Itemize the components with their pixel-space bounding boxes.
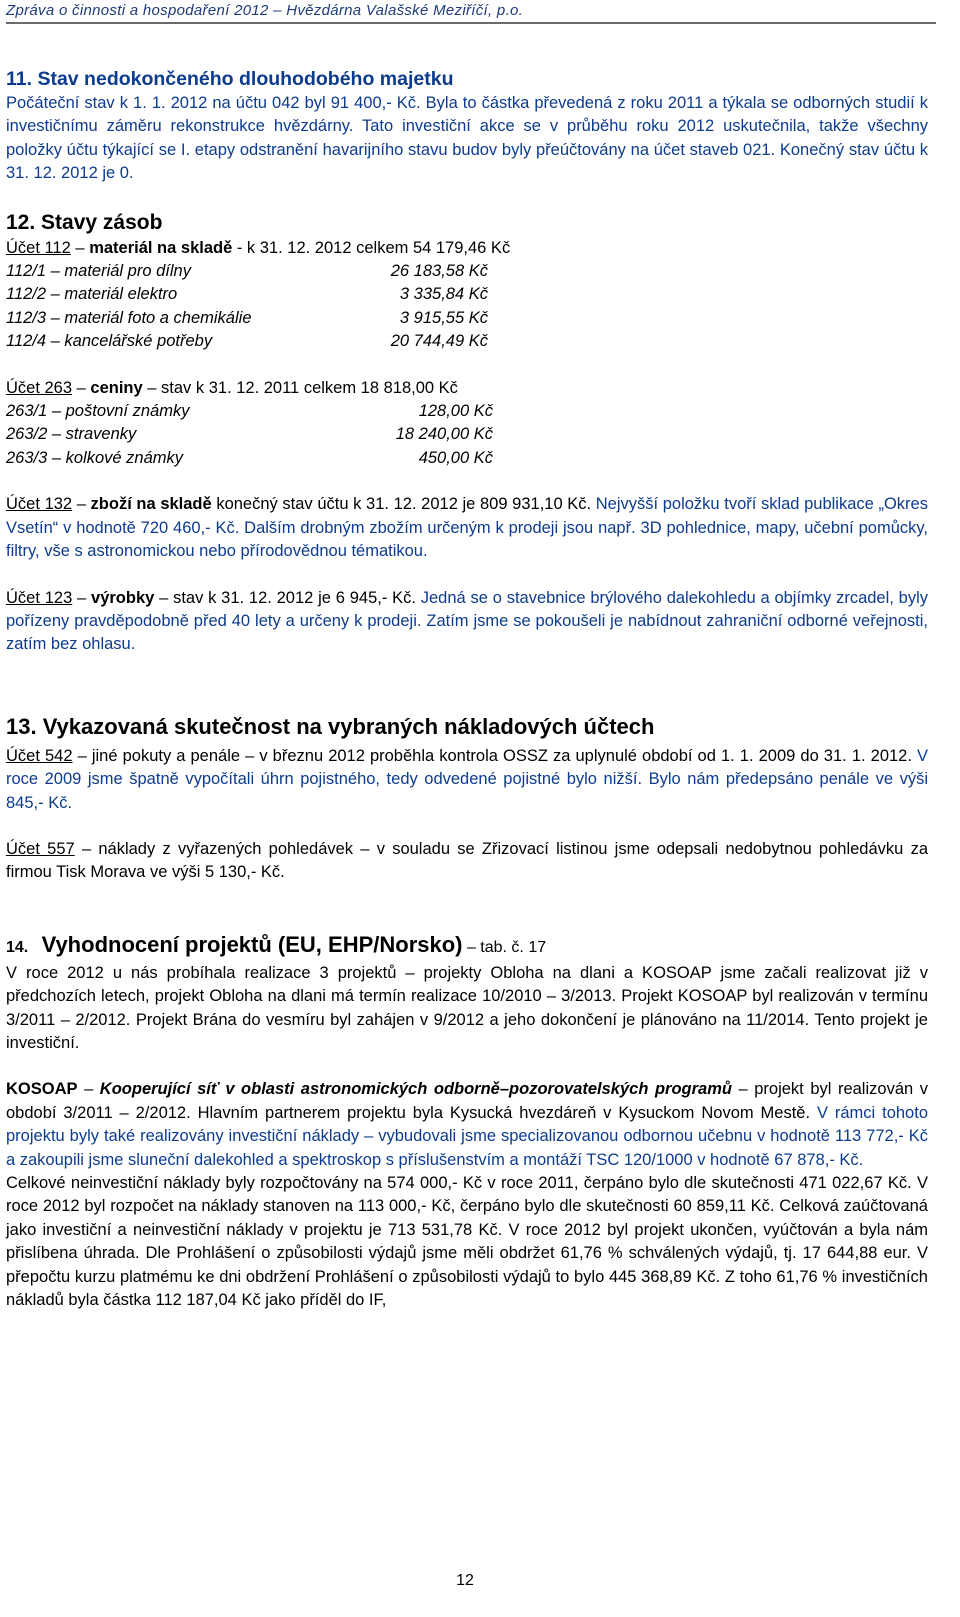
kosoap-title: Kooperující síť v oblasti astronomických odborně–pozorovatelských programů: [99, 1080, 732, 1099]
account-112-line: Účet 112 – materiál na skladě - k 31. 12. 2012 celkem 54 179,46 Kč: [6, 238, 511, 257]
section-11-text-blue-2: Tato investiční akce se v průběhu roku 2012 uskutečnila, takže všechny položky účtu týkající se I. etapy odstranění havarijního stavu budov byly přeúčtovány na účet staveb 021. Konečný stav účtu k 31. 12. 2012 je 0.: [6, 117, 928, 183]
account-123-total: – stav k 31. 12. 2012 je 6 945,- Kč.: [154, 588, 416, 607]
kosoap-paragraph: KOSOAP – Kooperující síť v oblasti astronomických odborně–pozorovatelských programů – projekt byl realizován v období 3/2011 – 2/2012. Hlavním partnerem projektu byla Kysucká hvezdáreň v Kysuckom Novom Mestě. V rámci tohoto projektu byly také realizovány investiční náklady – vybudovali jsme specializovanou odbornou učebnu v hodnotě 113 772,- Kč a zakoupili jsme sluneční dalekohled a spektroskop s příslušenstvím a montáží TSC 120/1000 v hodnotě 67 878,- Kč.: [6, 1080, 928, 1169]
list-item: 263/1 – poštovní známky 128,00 Kč: [6, 402, 493, 421]
account-123-note: Jedná se o stavebnice brýlového dalekohledu a objímky zrcadel, byly pořízeny pravděpodobně před 40 lety a určeny k prodeji. Zatím jsme se pokoušeli je nabídnout zahraniční odborné veřejnosti, zatím bez ohlasu.: [6, 588, 928, 654]
page-number: 12: [456, 1572, 474, 1589]
kosoap-text-2: V rámci tohoto projektu byly také realizovány investiční náklady – vybudovali jsme specializovanou odbornou učebnu v hodnotě 113 772,- Kč a zakoupili jsme sluneční dalekohled a spektroskop s příslušenstvím a montáží TSC 120/1000 v hodnotě 67 878,- Kč.: [6, 1103, 928, 1169]
account-263-line: Účet 263 – ceniny – stav k 31. 12. 2011 celkem 18 818,00 Kč: [6, 378, 458, 397]
section-11-text-blue: Počáteční stav k 1. 1. 2012 na účtu 042 byl 91 400,- Kč. Byla to částka převedená z roku 2011 a týkala se odborných studií k investičnímu záměru rekonstrukce hvězdárny.: [6, 94, 928, 136]
section-14-table-ref: – tab. č. 17: [462, 938, 547, 956]
list-item: 263/2 – stravenky 18 240,00 Kč: [6, 425, 493, 444]
section-14-paragraph-1: V roce 2012 u nás probíhala realizace 3 projektů – projekty Obloha na dlani a KOSOAP jsme začali realizovat již v předchozích letech, projekt Obloha na dlani má termín realizace 10/2010 – 3/2013. Projekt KOSOAP byl realizován v termínu 3/2011 – 2/2012. Projekt Brána do vesmíru byl zahájen v 9/2012 a jeho dokončení je plánováno na 11/2014. Tento projekt je investiční.: [6, 963, 928, 1052]
list-item: 263/3 – kolkové známky 450,00 Kč: [6, 448, 493, 467]
account-557-label: Účet 557: [6, 839, 75, 858]
account-123-label: Účet 123: [6, 588, 73, 607]
document-body: [6, 66, 928, 1312]
section-12-heading: 12. Stavy zásob: [6, 210, 163, 234]
list-item: 112/1 – materiál pro dílny 26 183,58 Kč: [6, 262, 488, 281]
account-132-note: Nejvyšší položku tvoří sklad publikace „Okres Vsetín“ v hodnotě 720 460,- Kč. Dalším drobným zbožím určeným k prodeji jsou např. 3D pohlednice, mapy, učební pomůcky, filtry, vše s astronomickou nebo přírodovědnou tématikou.: [6, 495, 928, 561]
account-112-label: Účet 112: [6, 238, 71, 257]
section-14-heading: [6, 931, 928, 962]
header-rule: [6, 22, 936, 24]
account-557-paragraph: [6, 838, 928, 885]
account-132-label: Účet 132: [6, 495, 73, 514]
account-123-name: výrobky: [91, 588, 155, 607]
kosoap-label: KOSOAP: [6, 1080, 78, 1099]
running-header: Zpráva o činnosti a hospodaření 2012 – Hvězdárna Valašské Meziříčí, p.o.: [6, 2, 524, 19]
section-13-heading: 13. Vykazovaná skutečnost na vybraných nákladových účtech: [6, 713, 655, 739]
list-item: 112/4 – kancelářské potřeby 20 744,49 Kč: [6, 332, 488, 351]
account-542-text: – jiné pokuty a penále – v březnu 2012 proběhla kontrola OSSZ za uplynulé období od 1. 1. 2009 do 31. 1. 2012.: [72, 746, 912, 765]
account-263-total: – stav k 31. 12. 2011 celkem 18 818,00 Kč: [142, 378, 458, 397]
account-542-label: Účet 542: [6, 746, 73, 765]
account-542-note: V roce 2009 jsme špatně vypočítali úhrn pojistného, tedy odvedené pojistné bylo nižší. Bylo nám předepsáno penále ve výši 845,- Kč.: [6, 746, 929, 812]
section-14-title: Vyhodnocení projektů (EU, EHP/Norsko): [41, 931, 463, 957]
account-112-name: materiál na skladě: [89, 238, 233, 257]
list-item: 112/2 – materiál elektro 3 335,84 Kč: [6, 285, 488, 304]
section-14-number: 14.: [6, 938, 29, 956]
list-item: 112/3 – materiál foto a chemikálie 3 915,55 Kč: [6, 308, 488, 327]
account-263-name: ceniny: [90, 378, 143, 397]
section-11-heading: 11. Stav nedokončeného dlouhodobého majetku: [6, 68, 454, 90]
kosoap-paragraph-costs: Celkové neinvestiční náklady byly rozpočtovány na 574 000,- Kč v roce 2011, čerpáno bylo dle skutečnosti 471 022,67 Kč. V roce 2012 byl rozpočet na náklady stanoven na 113 000,- Kč, čerpáno bylo dle skutečnosti 60 859,11 Kč. Celková zaúčtovaná jako investiční a neinvestiční náklady v projektu je 713 531,78 Kč. V roce 2012 byl projekt ukončen, vyúčtován a byla nám přislíbena úhrada. Dle Prohlášení o způsobilosti výdajů jsme měli obdržet 61,76 % schválených výdajů, tj. 17 644,88 eur. V přepočtu kurzu platmému ke dni obdržení Prohlášení o způsobilosti výdajů to bylo 445 368,89 Kč. Z toho 61,76 % investičních nákladů byla částka 112 187,04 Kč jako příděl do IF,: [6, 1174, 928, 1310]
account-132-paragraph: Účet 132 – zboží na skladě konečný stav účtu k 31. 12. 2012 je 809 931,10 Kč. Nejvyšší položku tvoří sklad publikace „Okres Vsetín“ v hodnotě 720 460,- Kč. Dalším drobným zbožím určeným k prodeji jsou např. 3D pohlednice, mapy, učební pomůcky, filtry, vše s astronomickou nebo přírodovědnou tématikou.: [6, 495, 928, 561]
section-11-paragraph: [6, 92, 928, 186]
account-542-paragraph: [6, 745, 928, 815]
account-263-label: Účet 263: [6, 378, 73, 397]
account-132-total: konečný stav účtu k 31. 12. 2012 je 809 931,10 Kč.: [211, 495, 592, 514]
account-112-total: - k 31. 12. 2012 celkem 54 179,46 Kč: [232, 238, 511, 257]
account-557-text: – náklady z vyřazených pohledávek – v souladu se Zřizovací listinou jsme odepsali nedobytnou pohledávku za firmou Tisk Morava ve výši 5 130,- Kč.: [6, 839, 929, 882]
account-132-name: zboží na skladě: [90, 495, 212, 514]
account-123-paragraph: Účet 123 – výrobky – stav k 31. 12. 2012 je 6 945,- Kč. Jedná se o stavebnice brýlového dalekohledu a objímky zrcadel, byly pořízeny pravděpodobně před 40 lety a určeny k prodeji. Zatím jsme se pokoušeli je nabídnout zahraniční odborné veřejnosti, zatím bez ohlasu.: [6, 588, 928, 654]
kosoap-text-1: – projekt byl realizován v období 3/2011 – 2/2012. Hlavním partnerem projektu byla Kysucká hvezdáreň v Kysuckom Novom Mestě.: [6, 1080, 928, 1122]
